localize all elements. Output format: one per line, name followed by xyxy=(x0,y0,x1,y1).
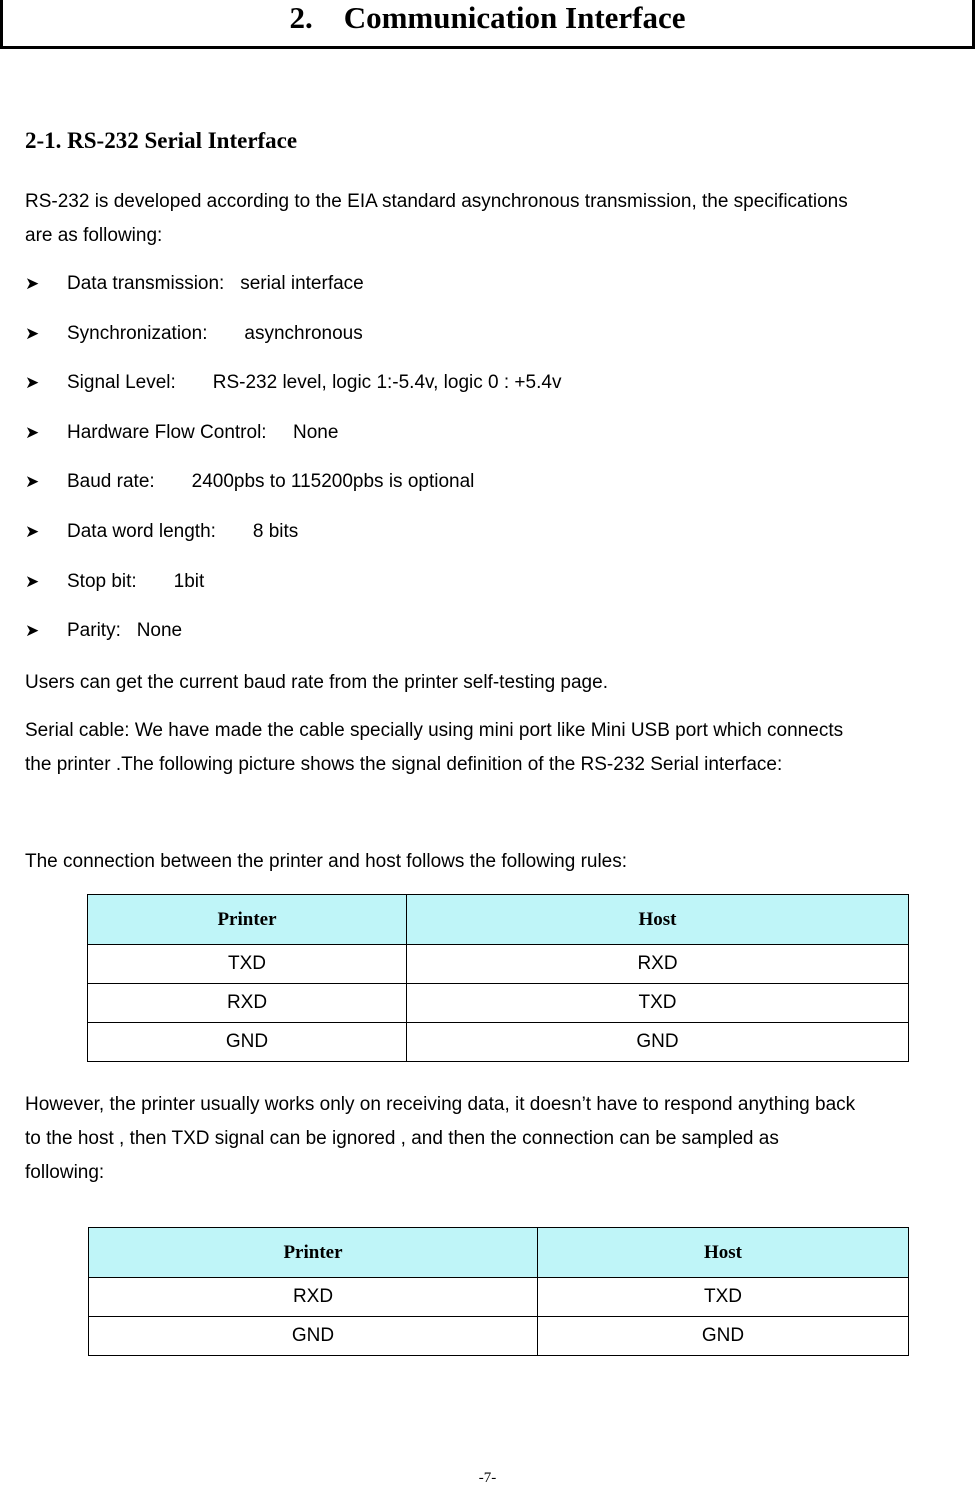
table-header-host: Host xyxy=(538,1228,909,1278)
spec-value: None xyxy=(292,421,339,443)
cable-note-line-1: Serial cable: We have made the cable specially using mini port like Mini USB port which connects xyxy=(25,720,844,741)
table-cell: RXD xyxy=(407,945,909,984)
table-cell: GND xyxy=(407,1023,909,1062)
table-row xyxy=(88,945,909,984)
table-row xyxy=(88,1023,909,1062)
spec-label: Data transmission: xyxy=(67,273,225,294)
spec-label: Parity: xyxy=(67,620,121,642)
chapter-number: 2. xyxy=(289,0,313,35)
spec-item xyxy=(25,414,561,464)
however-note xyxy=(25,1088,975,1190)
table-row xyxy=(89,1317,909,1356)
spec-value: RS-232 level, logic 1:-5.4v, logic 0 : +5.4v xyxy=(212,372,562,394)
table-cell: RXD xyxy=(88,984,407,1023)
spec-item xyxy=(25,265,561,315)
spec-value: asynchronous xyxy=(244,322,363,344)
spec-item xyxy=(25,563,561,613)
table-header-printer: Printer xyxy=(89,1228,538,1278)
spec-item xyxy=(25,315,561,365)
chapter-heading xyxy=(0,0,975,49)
spec-list xyxy=(25,265,561,662)
table-cell: GND xyxy=(89,1317,538,1356)
intro-line-1: RS-232 is developed according to the EIA standard asynchronous transmission, the specifications xyxy=(25,191,848,212)
spec-value: 8 bits xyxy=(252,520,299,542)
table-cell: TXD xyxy=(538,1278,909,1317)
arrow-bullet-icon: ➤ xyxy=(25,373,40,393)
table-cell: RXD xyxy=(89,1278,538,1317)
cable-note xyxy=(25,714,975,782)
arrow-bullet-icon: ➤ xyxy=(25,571,40,591)
connection-rules-text: The connection between the printer and host follows the following rules: xyxy=(25,851,628,872)
table-header-row xyxy=(88,895,909,945)
spec-label: Synchronization: xyxy=(67,322,208,344)
spec-value: 2400pbs to 115200pbs is optional xyxy=(191,471,475,493)
chapter-title: Communication Interface xyxy=(343,0,686,35)
arrow-bullet-icon: ➤ xyxy=(25,621,40,641)
table-header-host: Host xyxy=(407,895,909,945)
connection-table xyxy=(87,894,909,1062)
spec-label: Hardware Flow Control: xyxy=(67,421,267,443)
table-header-printer: Printer xyxy=(88,895,407,945)
spec-value: 1bit xyxy=(173,570,205,592)
table-header-row xyxy=(89,1228,909,1278)
page-number: -7- xyxy=(478,1470,497,1486)
arrow-bullet-icon: ➤ xyxy=(25,472,40,492)
arrow-bullet-icon: ➤ xyxy=(25,521,40,541)
spec-label: Data word length: xyxy=(67,520,216,542)
spec-item xyxy=(25,513,561,563)
table-cell: GND xyxy=(538,1317,909,1356)
intro-paragraph xyxy=(25,185,975,253)
spec-value: serial interface xyxy=(240,273,364,294)
section-title: 2-1. RS-232 Serial Interface xyxy=(25,128,298,153)
cable-note-line-2: the printer .The following picture shows the signal definition of the RS-232 Serial interface: xyxy=(25,754,783,775)
however-note-line-2: to the host , then TXD signal can be ignored , and then the connection can be sampled as xyxy=(25,1128,779,1149)
arrow-bullet-icon: ➤ xyxy=(25,323,40,343)
spec-label: Baud rate: xyxy=(67,471,155,493)
table-row xyxy=(89,1278,909,1317)
arrow-bullet-icon: ➤ xyxy=(25,422,40,442)
spec-label: Signal Level: xyxy=(67,372,176,394)
however-note-line-3: following: xyxy=(25,1162,105,1183)
table-cell: TXD xyxy=(88,945,407,984)
spec-item xyxy=(25,364,561,414)
arrow-bullet-icon: ➤ xyxy=(25,274,40,293)
table-cell: GND xyxy=(88,1023,407,1062)
sampled-connection-table xyxy=(88,1227,909,1356)
spec-label: Stop bit: xyxy=(67,570,137,592)
spec-value: None xyxy=(136,620,183,642)
intro-line-2: are as following: xyxy=(25,225,163,246)
however-note-line-1: However, the printer usually works only on receiving data, it doesn’t have to respond anything back xyxy=(25,1094,856,1115)
baud-note: Users can get the current baud rate from the printer self-testing page. xyxy=(25,672,608,693)
spec-item xyxy=(25,612,561,662)
table-row xyxy=(88,984,909,1023)
table-cell: TXD xyxy=(407,984,909,1023)
spec-item xyxy=(25,463,561,513)
